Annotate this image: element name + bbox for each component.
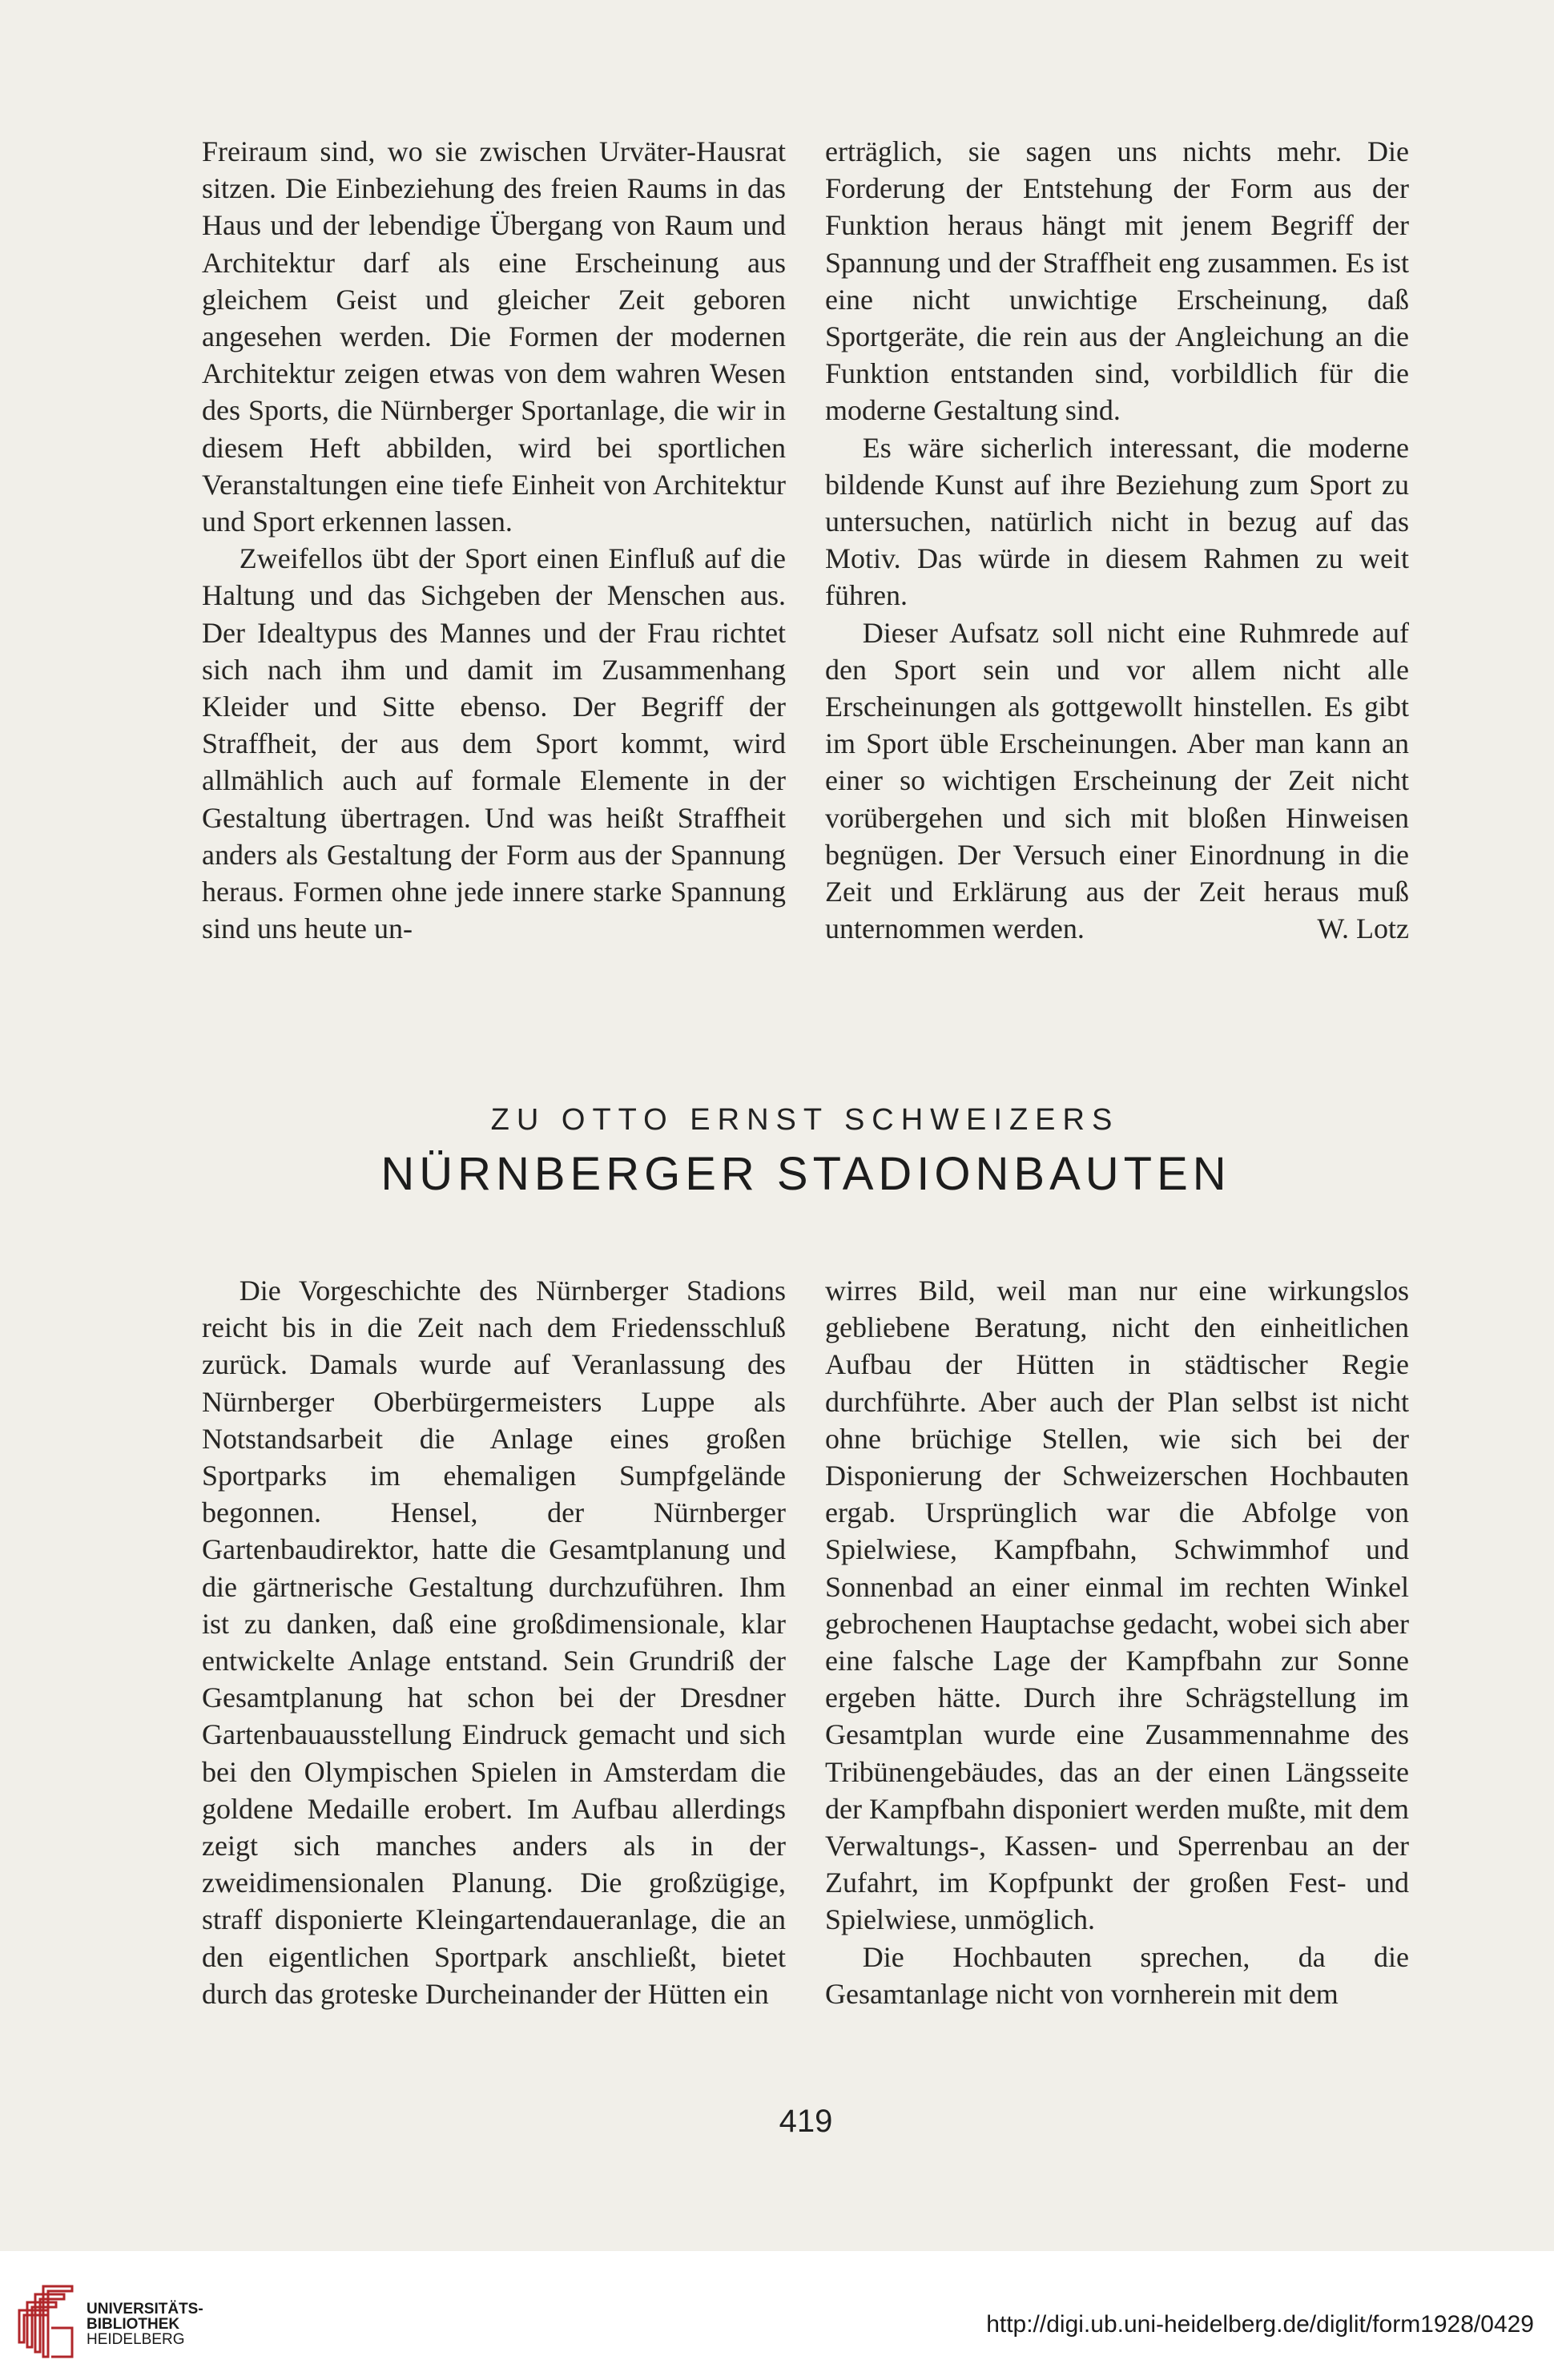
article-bottom-right-column bbox=[825, 1272, 1409, 2012]
author-signature: W. Lotz bbox=[1317, 912, 1409, 945]
article-bottom-left-column bbox=[202, 1272, 786, 2012]
paragraph: erträglich, sie sagen uns nichts mehr. Die Forderung der Entstehung der Form aus der Funktion heraus hängt mit jenem Begriff der Spannung und der Straffheit eng zusammen. Es ist eine nicht unwichtige Erscheinung, daß Sportgeräte, die rein aus der Angleichung an die Funktion entstanden sind, vorbildlich für die moderne Gestaltung sind. bbox=[825, 135, 1409, 427]
paragraph: Dieser Aufsatz soll nicht eine Ruhmrede auf den Sport sein und vor allem nicht alle Erscheinungen als gottgewollt hinstellen. Es gibt im Sport üble Erscheinungen. Aber man kann an einer so wichtigen Erscheinung der Zeit nicht vorübergehen und sich mit bloßen Hinweisen begnügen. Der Versuch einer Einordnung in die Zeit und Erklärung aus der Zeit heraus muß unternommen werden. bbox=[825, 616, 1409, 945]
article-top-left-column bbox=[202, 133, 786, 947]
paragraph: Freiraum sind, wo sie zwischen Urväter-Hausrat sitzen. Die Einbeziehung des freien Raums in das Haus und der lebendige Übergang von Raum und Architektur darf als eine Erscheinung aus gleichem Geist und gleicher Zeit geboren angesehen werden. Die Formen der modernen Architektur zeigen etwas von dem wahren Wesen des Sports, die Nürnberger Sportanlage, die wir in diesem Heft abbilden, wird bei sportlichen Veranstaltungen eine tiefe Einheit von Architektur und Sport erkennen lassen. bbox=[202, 135, 786, 538]
library-name bbox=[87, 2301, 203, 2347]
paragraph: Es wäre sicherlich interessant, die moderne bildende Kunst auf ihre Beziehung zum Sport zu untersuchen, natürlich nicht in bezug auf das Motiv. Das würde in diesem Rahmen zu weit führen. bbox=[825, 431, 1409, 612]
article-top-right-column bbox=[825, 133, 1409, 947]
library-name-line: UNIVERSITÄTS- bbox=[87, 2301, 203, 2318]
paragraph: Die Hochbauten sprechen, da die Gesamtanlage nicht von vornherein mit dem bbox=[825, 1940, 1409, 2010]
section-kicker: ZU OTTO ERNST SCHWEIZERS bbox=[490, 1103, 1120, 1137]
library-name-line: BIBLIOTHEK bbox=[87, 2316, 180, 2333]
paragraph: Die Vorgeschichte des Nürnberger Stadions reicht bis in die Zeit nach dem Friedensschluß zurück. Damals wurde auf Veranlassung des Nürnberger Oberbürgermeisters Luppe als Notstandsarbeit die Anlage eines großen Sportparks im ehemaligen Sumpfgelände begonnen. Hensel, der Nürnberger Gartenbaudirektor, hatte die Gesamtplanung und die gärtnerische Gestaltung durchzuführen. Ihm ist zu danken, daß eine großdimensionale, klar entwickelte Anlage entstand. Sein Grundriß der Gesamtplanung hat schon bei der Dresdner Gartenbauausstellung Eindruck gemacht und sich bei den Olympischen Spielen in Amsterdam die goldene Medaille erobert. Im Aufbau allerdings zeigt sich manches anders als in der zweidimensionalen Planung. Die großzügige, straff disponierte Kleingartendaueranlage, die an den eigentlichen Sportpark anschließt, bietet durch das groteske Durcheinander der Hütten ein bbox=[202, 1275, 786, 2010]
paragraph: wirres Bild, weil man nur eine wirkungslos gebliebene Beratung, nicht den einheitlichen Aufbau der Hütten in städtischer Regie durchführte. Aber auch der Plan selbst ist nicht ohne brüchige Stellen, wie sich bei der Disponierung der Schweizerschen Hochbauten ergab. Ursprünglich war die Abfolge von Spielwiese, Kampfbahn, Schwimmhof und Sonnenbad an einer einmal im rechten Winkel gebrochenen Hauptachse gedacht, wobei sich aber eine falsche Lage der Kampfbahn zur Sonne ergeben hätte. Durch ihre Schrägstellung im Gesamtplan wurde eine Zusammennahme des Tribünengebäudes, das an der einen Längsseite der Kampfbahn disponiert werden mußte, mit dem Verwaltungs-, Kassen- und Sperrenbau an der Zufahrt, im Kopfpunkt der großen Fest- und Spielwiese, unmöglich. bbox=[825, 1275, 1409, 1936]
paragraph: Zweifellos übt der Sport einen Einfluß auf die Haltung und das Sichgeben der Menschen aus. Der Idealtypus des Mannes und der Frau richtet sich nach ihm und damit im Zusammenhang Kleider und Sitte ebenso. Der Begriff der Straffheit, der aus dem Sport kommt, wird allmählich auch auf formale Elemente in der Gestaltung übertragen. Und was heißt Straffheit anders als Gestaltung der Form aus der Spannung heraus. Formen ohne jede innere starke Spannung sind uns heute un- bbox=[202, 542, 786, 945]
section-title: NÜRNBERGER STADIONBAUTEN bbox=[380, 1148, 1231, 1200]
library-logo-icon bbox=[16, 2280, 83, 2363]
page-number: 419 bbox=[779, 2104, 833, 2139]
source-url-link[interactable]: http://digi.ub.uni-heidelberg.de/diglit/form1928/0429 bbox=[986, 2311, 1534, 2338]
library-name-line: HEIDELBERG bbox=[87, 2331, 185, 2348]
